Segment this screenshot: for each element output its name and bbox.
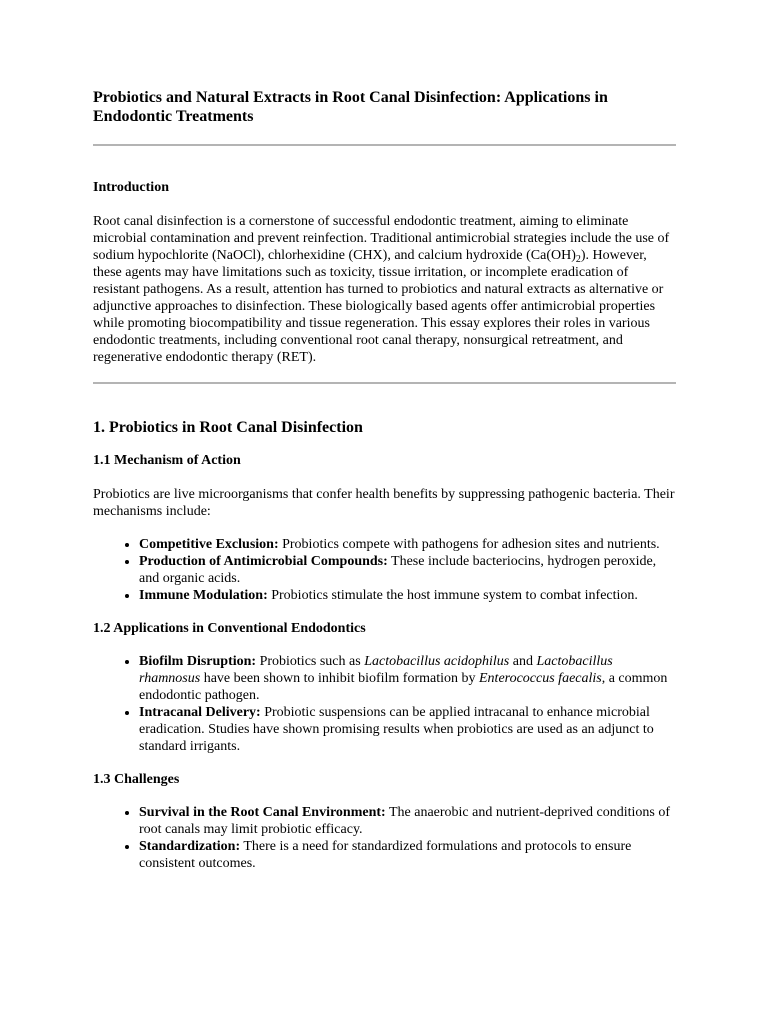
challenges-list xyxy=(93,804,676,872)
section1-1-heading: 1.1 Mechanism of Action xyxy=(93,453,241,468)
list-item-label: Biofilm Disruption: xyxy=(139,654,257,669)
species-name: Lactobacillus rhamnosus xyxy=(139,654,613,686)
list-item-label: Competitive Exclusion: xyxy=(139,537,279,552)
intro-text-a: Root canal disinfection is a cornerstone of successful endodontic treatment, aiming to eliminate microbial contamination and prevent reinfection. Traditional antimicrobial strategies include the use of sodium hypochlorite (NaOCl), chlorhexidine (CHX), and calcium hydroxide (Ca(OH) xyxy=(93,214,670,263)
document-content xyxy=(93,88,676,872)
list-item-text: Probiotics stimulate the host immune system to combat infection. xyxy=(267,588,638,603)
list-item-text: and xyxy=(509,654,537,669)
list-item-text: , a common endodontic pathogen. xyxy=(139,671,668,703)
intro-paragraph xyxy=(93,213,676,366)
list-item-text: The anaerobic and nutrient-deprived conditions of root canals may limit probiotic efficacy. xyxy=(139,805,671,837)
section1-3-heading: 1.3 Challenges xyxy=(93,772,180,787)
list-item-label: Immune Modulation: xyxy=(139,588,268,603)
divider xyxy=(93,382,676,384)
mechanism-list xyxy=(93,536,676,604)
species-name: Lactobacillus acidophilus xyxy=(364,654,510,669)
intro-heading: Introduction xyxy=(93,180,169,195)
list-item-text: There is a need for standardized formulations and protocols to ensure consistent outcomes. xyxy=(139,839,632,871)
list-item-text: have been shown to inhibit biofilm formation by xyxy=(200,671,479,686)
list-item-text: Probiotic suspensions can be applied intracanal to enhance microbial eradication. Studies have shown promising results when probiotics are used as an adjunct to standard irrigants. xyxy=(139,705,654,754)
applications-list xyxy=(93,653,676,755)
list-item-label: Standardization: xyxy=(139,839,241,854)
list-item xyxy=(139,653,676,704)
list-item xyxy=(139,587,676,604)
species-name: Enterococcus faecalis xyxy=(479,671,602,686)
list-item xyxy=(139,804,676,838)
intro-text-b: ). However, these agents may have limitations such as toxicity, tissue irritation, or incomplete eradication of resistant pathogens. As a result, attention has turned to probiotics and natural extracts as alternative or adjunctive approaches to disinfection. These biologically based agents offer antimicrobial properties while promoting biocompatibility and tissue regeneration. This essay explores their roles in various endodontic treatments, including conventional root canal therapy, nonsurgical retreatment, and regenerative endodontic therapy (RET). xyxy=(93,248,664,365)
list-item-text: These include bacteriocins, hydrogen peroxide, and organic acids. xyxy=(139,554,657,586)
list-item xyxy=(139,553,676,587)
intro-subscript: 2 xyxy=(575,254,581,265)
section1-1-paragraph: Probiotics are live microorganisms that confer health benefits by suppressing pathogenic bacteria. Their mechanisms include: xyxy=(93,487,675,519)
list-item-label: Survival in the Root Canal Environment: xyxy=(139,805,386,820)
document-title: Probiotics and Natural Extracts in Root Canal Disinfection: Applications in Endodontic Treatments xyxy=(93,89,608,125)
section1-heading: 1. Probiotics in Root Canal Disinfection xyxy=(93,419,363,436)
list-item-label: Production of Antimicrobial Compounds: xyxy=(139,554,388,569)
list-item xyxy=(139,704,676,755)
list-item-text: Probiotics compete with pathogens for adhesion sites and nutrients. xyxy=(278,537,660,552)
list-item-text: Probiotics such as xyxy=(256,654,365,669)
list-item-label: Intracanal Delivery: xyxy=(139,705,261,720)
list-item xyxy=(139,536,676,553)
divider xyxy=(93,144,676,146)
list-item xyxy=(139,838,676,872)
section1-2-heading: 1.2 Applications in Conventional Endodontics xyxy=(93,621,366,636)
